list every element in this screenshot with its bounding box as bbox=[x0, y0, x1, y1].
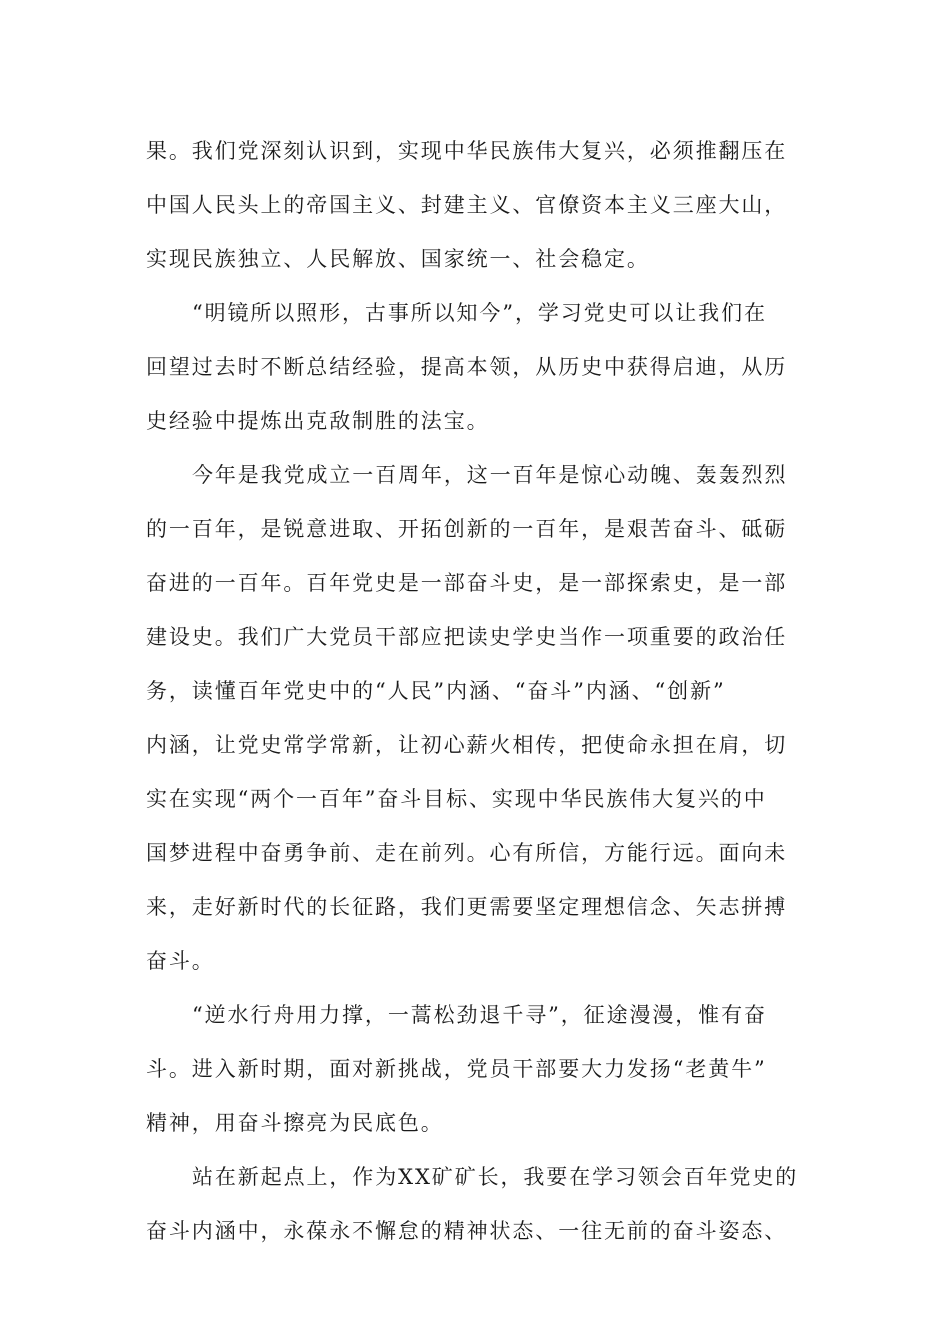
paragraph-4-line-2: 斗。进入新时期，面对新挑战，党员干部要大力发扬“老黄牛” bbox=[146, 1057, 767, 1081]
paragraph-3-line-8: 国梦进程中奋勇争前、走在前列。心有所信，方能行远。面向未 bbox=[146, 841, 788, 865]
paragraph-3-line-6: 内涵，让党史常学常新，让初心薪火相传，把使命永担在肩，切 bbox=[146, 733, 788, 757]
paragraph-3-line-4: 建设史。我们广大党员干部应把读史学史当作一项重要的政治任 bbox=[146, 625, 788, 649]
paragraph-3-line-2: 的一百年，是锐意进取、开拓创新的一百年，是艰苦奋斗、砥砺 bbox=[146, 517, 788, 541]
paragraph-1-line-2: 中国人民头上的帝国主义、封建主义、官僚资本主义三座大山， bbox=[146, 193, 788, 217]
paragraph-2-line-3: 史经验中提炼出克敌制胜的法宝。 bbox=[146, 409, 490, 433]
paragraph-4-line-3: 精神，用奋斗擦亮为民底色。 bbox=[146, 1111, 444, 1135]
paragraph-3-line-5: 务，读懂百年党史中的“人民”内涵、“奋斗”内涵、“创新” bbox=[146, 679, 726, 703]
paragraph-3-line-7: 实在实现“两个一百年”奋斗目标、实现中华民族伟大复兴的中 bbox=[146, 787, 767, 811]
paragraph-1-line-1: 果。我们党深刻认识到，实现中华民族伟大复兴，必须推翻压在 bbox=[146, 139, 788, 163]
paragraph-2-line-2: 回望过去时不断总结经验，提高本领，从历史中获得启迪，从历 bbox=[146, 355, 788, 379]
paragraph-1-line-3: 实现民族独立、人民解放、国家统一、社会稳定。 bbox=[146, 247, 650, 271]
paragraph-3-line-10: 奋斗。 bbox=[146, 949, 215, 973]
paragraph-4-line-1: “逆水行舟用力撑，一蒿松劲退千寻”，征途漫漫，惟有奋 bbox=[192, 1003, 767, 1027]
paragraph-5-line-1: 站在新起点上，作为XX矿矿长，我要在学习领会百年党史的 bbox=[192, 1165, 799, 1189]
paragraph-2-line-1: “明镜所以照形，古事所以知今”，学习党史可以让我们在 bbox=[192, 301, 767, 325]
paragraph-3-line-9: 来，走好新时代的长征路，我们更需要坚定理想信念、矢志拼搏 bbox=[146, 895, 788, 919]
paragraph-5-line-2: 奋斗内涵中，永葆永不懈怠的精神状态、一往无前的奋斗姿态、 bbox=[146, 1219, 788, 1243]
paragraph-3-line-1: 今年是我党成立一百周年，这一百年是惊心动魄、轰轰烈烈 bbox=[192, 463, 788, 487]
paragraph-3-line-3: 奋进的一百年。百年党史是一部奋斗史，是一部探索史，是一部 bbox=[146, 571, 788, 595]
